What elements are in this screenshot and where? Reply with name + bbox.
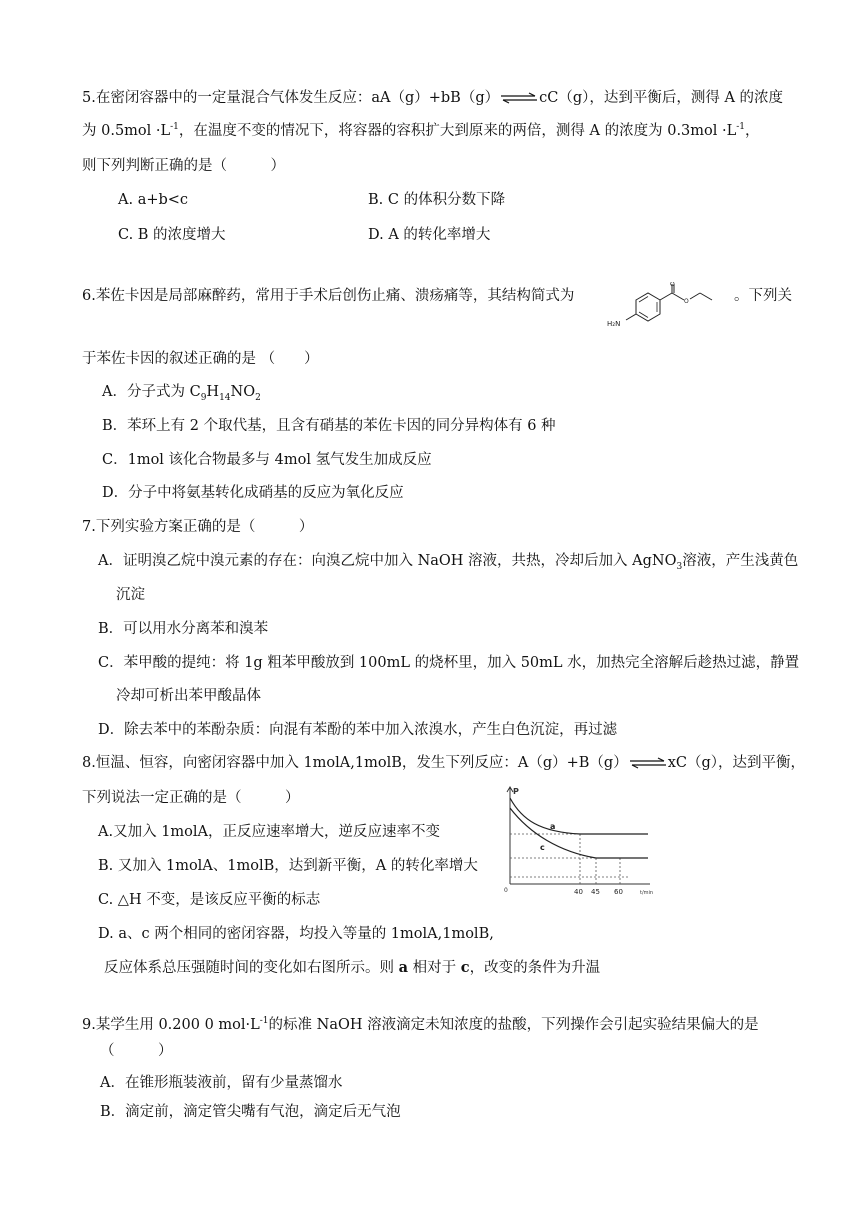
q5-text: 5.在密闭容器中的一定量混合气体发生反应：aA（g）+bB（g） bbox=[82, 90, 500, 106]
q5-stem-line2 bbox=[82, 121, 760, 141]
q5-text: 为 0.5mol ·L bbox=[82, 123, 171, 139]
curve-label-c: c bbox=[460, 959, 470, 976]
q5-text: cC（g），达到平衡后，测得 A 的浓度 bbox=[539, 90, 784, 106]
svg-text:O: O bbox=[670, 282, 675, 288]
q9-option-b: B．滴定前，滴定管尖嘴有气泡，滴定后无气泡 bbox=[100, 1104, 401, 1120]
q6-text: H bbox=[206, 384, 220, 400]
superscript: -1 bbox=[736, 122, 746, 133]
q6-option-b: B．苯环上有 2 个取代基，且含有硝基的苯佐卡因的同分异构体有 6 种 bbox=[102, 418, 556, 434]
x-tick-label: 45 bbox=[591, 888, 600, 896]
q5-stem-line3: 则下列判断正确的是（ ） bbox=[82, 158, 285, 174]
superscript: -1 bbox=[170, 122, 179, 133]
q7-option-c-line1: C．苯甲酸的提纯：将 1g 粗苯甲酸放到 100mL 的烧杯里，加入 50mL 水，加热完全溶解后趁热过滤，静置 bbox=[98, 655, 800, 671]
q5-text: ， bbox=[745, 123, 760, 139]
subscript: 14 bbox=[219, 392, 231, 403]
q9-option-a: A．在锥形瓶装液前，留有少量蒸馏水 bbox=[100, 1075, 343, 1091]
q7-option-d: D．除去苯中的苯酚杂质：向混有苯酚的苯中加入浓溴水，产生白色沉淀，再过滤 bbox=[98, 722, 618, 738]
q6-text: NO bbox=[230, 384, 256, 400]
q8-stem-line1 bbox=[82, 753, 805, 773]
origin-label: 0 bbox=[504, 887, 508, 894]
q5-option-c: C. B 的浓度增大 bbox=[118, 227, 226, 243]
q8-text: 8.恒温、恒容，向密闭容器中加入 1molA,1molB，发生下列反应：A（g）+B（g） bbox=[82, 755, 628, 771]
q7-option-a-line1 bbox=[98, 551, 798, 571]
q7-text: 溶液，产生浅黄色 bbox=[682, 553, 799, 569]
q6-stem-line1b: 。下列关 bbox=[734, 288, 792, 304]
q6-text: A．分子式为 C bbox=[102, 384, 201, 400]
subscript: 3 bbox=[676, 561, 683, 572]
q8-text: xC（g），达到平衡， bbox=[667, 755, 806, 771]
q7-option-a-line2: 沉淀 bbox=[116, 587, 145, 603]
q5-text: ，在温度不变的情况下，将容器的容积扩大到原来的两倍，测得 A 的浓度为 0.3mol ·L bbox=[178, 123, 737, 139]
x-tick-label: 60 bbox=[614, 888, 623, 896]
q8-option-d-line2 bbox=[104, 958, 600, 978]
q9-text: 9.某学生用 0.200 0 mol·L bbox=[82, 1017, 260, 1033]
q8-text: ，改变的条件为升温 bbox=[469, 960, 601, 976]
q5-option-b: B. C 的体积分数下降 bbox=[368, 192, 506, 208]
x-axis-label: t/min bbox=[640, 890, 654, 896]
q8-text: 反应体系总压强随时间的变化如右图所示。则 bbox=[104, 960, 399, 976]
benzocaine-structure-diagram bbox=[598, 282, 734, 334]
q8-option-a: A.又加入 1molA，正反应速率增大，逆反应速率不变 bbox=[98, 824, 441, 840]
q6-option-a bbox=[102, 382, 261, 402]
q8-option-d-line1: D. a、c 两个相同的密闭容器，均投入等量的 1molA,1molB, bbox=[98, 926, 494, 942]
pressure-time-graph bbox=[500, 784, 660, 896]
curve-a-label: a bbox=[550, 822, 556, 831]
equilibrium-arrows-icon bbox=[499, 92, 539, 104]
q6-stem-line2: 于苯佐卡因的叙述正确的是 （ ） bbox=[82, 351, 319, 367]
x-tick-label: 40 bbox=[574, 888, 583, 896]
superscript: -1 bbox=[259, 1016, 269, 1027]
q9-stem-line2: （ ） bbox=[100, 1043, 173, 1059]
q7-text: A．证明溴乙烷中溴元素的存在：向溴乙烷中加入 NaOH 溶液，共热，冷却后加入 AgNO bbox=[98, 553, 677, 569]
svg-text:O: O bbox=[684, 298, 689, 305]
amino-group-label: H₂N bbox=[607, 320, 621, 328]
q5-option-d: D. A 的转化率增大 bbox=[368, 227, 491, 243]
q5-option-a: A. a+b<c bbox=[118, 192, 189, 208]
q6-stem-line1a: 6.苯佐卡因是局部麻醉药，常用于手术后创伤止痛、溃疡痛等，其结构简式为 bbox=[82, 288, 575, 304]
subscript: 9 bbox=[200, 392, 207, 403]
q9-text: 的标准 NaOH 溶液滴定未知浓度的盐酸，下列操作会引起实验结果偏大的是 bbox=[268, 1017, 759, 1033]
subscript: 2 bbox=[255, 392, 261, 403]
q8-option-b: B. 又加入 1molA、1molB，达到新平衡，A 的转化率增大 bbox=[98, 858, 478, 874]
y-axis-label: P bbox=[513, 787, 519, 796]
curve-label-a: a bbox=[398, 959, 409, 976]
equilibrium-arrows-icon bbox=[628, 757, 668, 769]
q7-option-b: B．可以用水分离苯和溴苯 bbox=[98, 621, 269, 637]
q6-option-c: C．1mol 该化合物最多与 4mol 氢气发生加成反应 bbox=[102, 452, 432, 468]
q9-stem-line1 bbox=[82, 1015, 759, 1035]
q8-option-c: C. △H 不变，是该反应平衡的标志 bbox=[98, 892, 321, 908]
q5-stem-line1 bbox=[82, 88, 783, 108]
curve-c bbox=[510, 808, 648, 858]
q6-option-d: D．分子中将氨基转化成硝基的反应为氧化反应 bbox=[102, 485, 404, 501]
q7-option-c-line2: 冷却可析出苯甲酸晶体 bbox=[116, 688, 261, 704]
q8-stem-line2: 下列说法一定正确的是（ ） bbox=[82, 790, 300, 806]
q7-stem: 7.下列实验方案正确的是（ ） bbox=[82, 519, 314, 535]
q8-text: 相对于 bbox=[408, 960, 461, 976]
curve-c-label: c bbox=[540, 843, 545, 852]
